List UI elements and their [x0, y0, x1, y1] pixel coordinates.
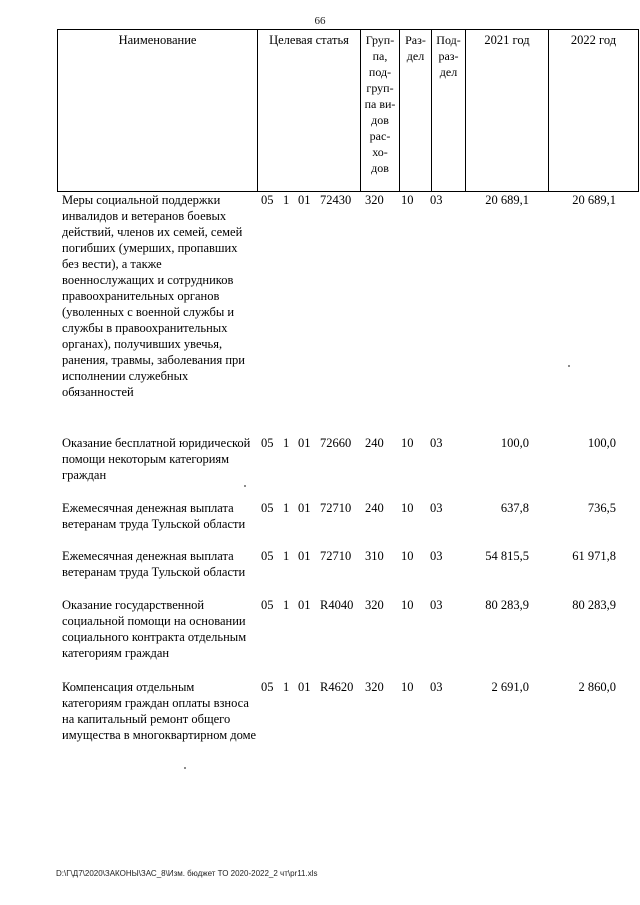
budget-table-header: [57, 29, 639, 192]
row-name: Ежемесячная денежная выплата ветеранам труда Тульской области: [62, 549, 246, 579]
target-code-part: 1: [283, 680, 290, 694]
amount-2021: 20 689,1: [485, 193, 529, 207]
subsection: 03: [430, 598, 443, 612]
page-number: 66: [314, 15, 326, 27]
expense-group: 240: [365, 501, 384, 515]
target-code-part: 05: [261, 598, 274, 612]
amount-2021: 637,8: [500, 501, 529, 515]
row-name: Оказание государственной социальной помощи на основании социального контракта отдельным категориям граждан: [62, 598, 247, 660]
section: 10: [401, 680, 414, 694]
target-code-part: R4040: [320, 598, 354, 612]
target-code-part: 01: [298, 549, 311, 563]
target-code-part: 05: [261, 680, 274, 694]
amount-2021: 54 815,5: [485, 549, 529, 563]
subsection: 03: [430, 680, 443, 694]
amount-2021: 80 283,9: [485, 598, 529, 612]
target-code-part: 1: [283, 501, 290, 515]
expense-group: 310: [365, 549, 384, 563]
amount-2022: 80 283,9: [572, 598, 616, 612]
target-code-part: 1: [283, 193, 290, 207]
subsection: 03: [430, 501, 443, 515]
target-code-part: 1: [283, 436, 290, 450]
scan-speck: [244, 485, 246, 487]
header-target-article: Целевая статья: [258, 30, 361, 192]
header-subsection: Под- раз- дел: [432, 30, 466, 192]
row-name: Компенсация отдельным категориям граждан оплаты взноса на капитальный ремонт общего имущества в многоквартирном доме: [62, 680, 257, 742]
target-code-part: 01: [298, 680, 311, 694]
section: 10: [401, 436, 414, 450]
expense-group: 320: [365, 598, 384, 612]
amount-2022: 20 689,1: [572, 193, 616, 207]
section: 10: [401, 193, 414, 207]
header-section: Раз- дел: [400, 30, 432, 192]
target-code-part: 72660: [320, 436, 352, 450]
row-name: Меры социальной поддержки инвалидов и ветеранов боевых действий, членов их семей, семей погибших (умерших, пропавших без вести), а также военнослужащих и сотрудников правоохранительных органов (уволенных с военной службы и службы в правоохранительных органах), получивших увечья, ранения, травмы, заболевания при исполнении служебных обязанностей: [62, 193, 245, 399]
amount-2022: 2 860,0: [578, 680, 616, 694]
amount-2022: 100,0: [587, 436, 616, 450]
amount-2022: 736,5: [587, 501, 616, 515]
target-code-part: 05: [261, 193, 274, 207]
expense-group: 240: [365, 436, 384, 450]
footer-file-path: D:\Г\Д7\2020\ЗАКОНЫ\ЗАС_8\Изм. бюджет ТО 2020-2022_2 чт\pr11.xls: [56, 869, 318, 878]
scan-speck: [568, 365, 570, 367]
amount-2022: 61 971,8: [572, 549, 616, 563]
target-code-part: 01: [298, 436, 311, 450]
amount-2021: 2 691,0: [491, 680, 529, 694]
target-code-part: 05: [261, 436, 274, 450]
row-name: Оказание бесплатной юридической помощи некоторым категориям граждан: [62, 436, 251, 482]
target-code-part: 05: [261, 501, 274, 515]
target-code-part: 1: [283, 598, 290, 612]
header-year-2022: 2022 год: [549, 30, 639, 192]
scan-speck: [184, 767, 186, 769]
row-name: Ежемесячная денежная выплата ветеранам труда Тульской области: [62, 501, 246, 531]
target-code-part: 05: [261, 549, 274, 563]
target-code-part: 72710: [320, 501, 352, 515]
subsection: 03: [430, 436, 443, 450]
amount-2021: 100,0: [500, 436, 529, 450]
expense-group: 320: [365, 193, 384, 207]
subsection: 03: [430, 549, 443, 563]
subsection: 03: [430, 193, 443, 207]
target-code-part: 01: [298, 501, 311, 515]
target-code-part: 72430: [320, 193, 352, 207]
target-code-part: 72710: [320, 549, 352, 563]
expense-group: 320: [365, 680, 384, 694]
target-code-part: 01: [298, 193, 311, 207]
section: 10: [401, 501, 414, 515]
header-name: Наименование: [58, 30, 258, 192]
section: 10: [401, 549, 414, 563]
target-code-part: R4620: [320, 680, 354, 694]
header-year-2021: 2021 год: [466, 30, 549, 192]
header-expense-group: Груп- па, под- груп- па ви- дов рас- хо- дов: [361, 30, 400, 192]
target-code-part: 01: [298, 598, 311, 612]
section: 10: [401, 598, 414, 612]
target-code-part: 1: [283, 549, 290, 563]
